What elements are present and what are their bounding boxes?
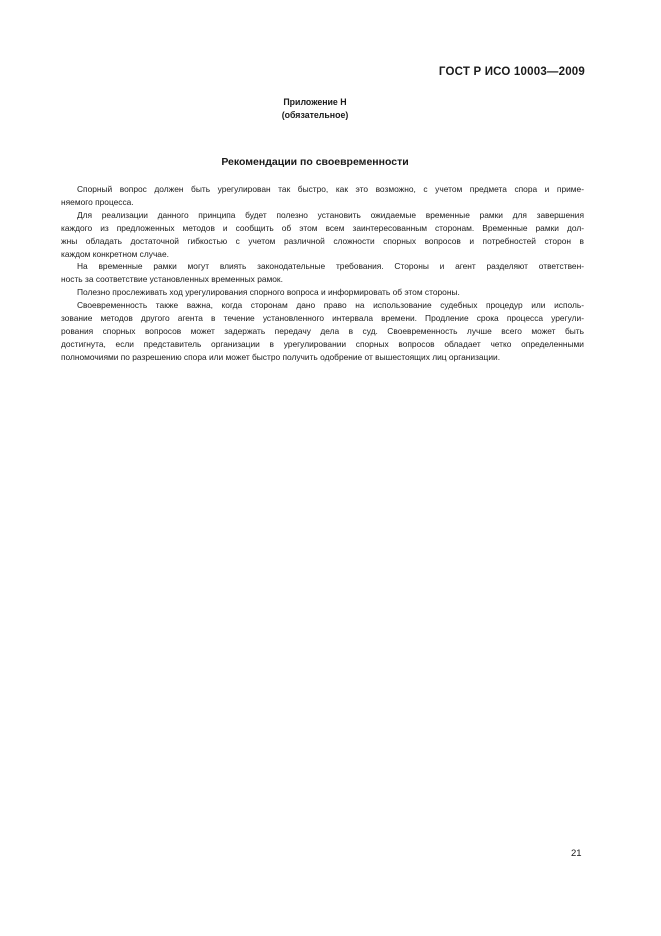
paragraph: [61, 299, 584, 364]
text-line: Спорный вопрос должен быть урегулирован так быстро, как это возможно, с учетом предмета спора и приме-: [77, 184, 584, 194]
appendix-status: (обязательное): [281, 110, 349, 120]
paragraph: [61, 286, 584, 299]
text-line: Для реализации данного принципа будет полезно установить ожидаемые временные рамки для завершения: [77, 209, 584, 220]
text-line: Своевременность также важна, когда сторонам дано право на использование судебных процедур или исполь-: [77, 300, 584, 311]
text-line: ность за соответствие установленных временных рамок.: [61, 274, 283, 285]
paragraph: [61, 183, 584, 209]
appendix-label: Приложение Н: [283, 97, 347, 107]
text-line: полномочиями по разрешению спора или может быстро получить одобрение от вышестоящих лиц организации.: [61, 351, 501, 362]
text-line: няемого процесса.: [61, 196, 134, 207]
text-line: зование методов другого агента в течение установленного интервала времени. Продление срока процесса урегули-: [61, 313, 584, 324]
text-line: каждого из предложенных методов и сообщить об этом всем заинтересованным сторонам. Временные рамки дол-: [61, 222, 584, 233]
document-standard-header: ГОСТ Р ИСО 10003—2009: [438, 66, 585, 78]
text-line: На временные рамки могут влиять законодательные требования. Стороны и агент разделяют ответствен-: [77, 261, 584, 272]
paragraph: [61, 260, 584, 286]
text-line: достигнута, если представитель организации в урегулировании спорных вопросов обладает четко определенными: [61, 338, 584, 349]
appendix-heading: [0, 96, 630, 122]
text-line: Полезно прослеживать ход урегулирования спорного вопроса и информировать об этом стороны.: [77, 287, 460, 298]
document-body: [61, 183, 584, 364]
section-title: Рекомендации по своевременности: [221, 156, 409, 168]
text-line: рования спорных вопросов может задержать передачу дела в суд. Своевременность лучше всего может быть: [61, 325, 584, 336]
paragraph: [61, 209, 584, 261]
page-number: 21: [571, 848, 582, 859]
text-line: каждом конкретном случае.: [61, 248, 169, 259]
text-line: жны обладать достаточной гибкостью с учетом различной сложности спорных вопросов и потребностей сторон в: [61, 235, 584, 246]
